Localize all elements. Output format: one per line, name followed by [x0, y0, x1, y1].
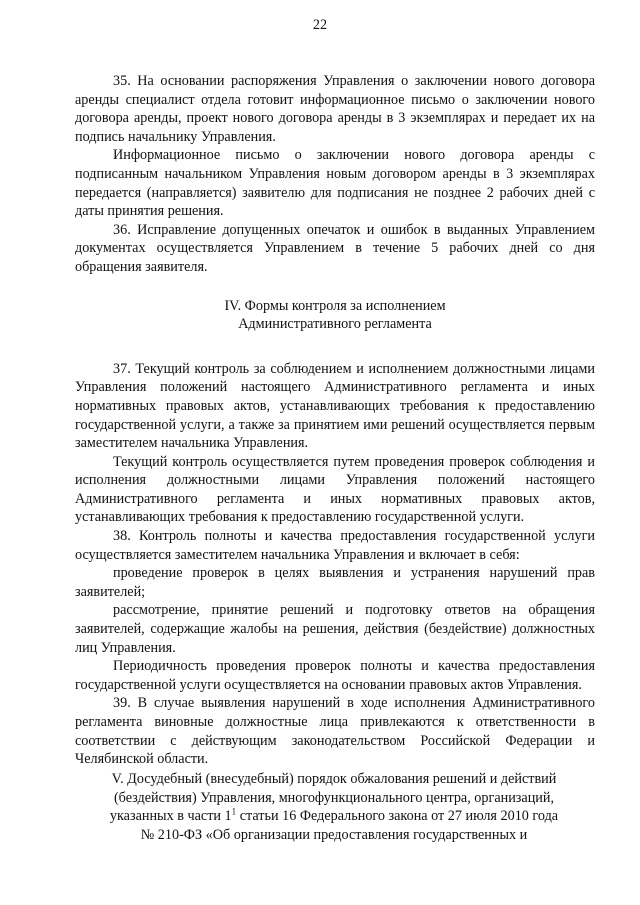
paragraph: 37. Текущий контроль за соблюдением и исполнением должностными лицами Управления положений настоящего Административного регламента и иных нормативных правовых актов, устанавливающих требования к предоставлению государственной услуги, а также за принятием ими решений осуществляется первым заместителем начальника Управления.	[75, 360, 595, 452]
section-5-line-3-text-end: статьи 16 Федерального закона от 27 июля 2010 года	[236, 808, 559, 825]
page-number: 22	[312, 17, 328, 33]
section-5-heading-line-3	[60, 807, 608, 826]
section-5-heading-line-1: V. Досудебный (внесудебный) порядок обжалования решений и действий	[111, 771, 557, 787]
section-5-heading-line-2: (бездействия) Управления, многофункционального центра, организаций,	[113, 789, 555, 806]
section-5-heading	[60, 770, 608, 844]
section-5-heading-line-4: № 210-ФЗ «Об организации предоставления государственных и	[140, 826, 528, 843]
paragraph: 39. В случае выявления нарушений в ходе исполнения Административного регламента виновные должностные лица привлекаются к ответственности в соответствии с действующим законодательством Российской Федерации и Челябинской области.	[75, 695, 595, 768]
paragraph: Информационное письмо о заключении нового договора аренды с подписанным начальником Управления новым договором аренды в 3 экземплярах передается (направляется) заявителю для подписания не позднее 2 рабочих дней с даты принятия решения.	[75, 147, 595, 220]
section-5-line-3-text: указанных в части 1	[109, 808, 232, 825]
paragraph: 36. Исправление допущенных опечаток и ошибок в выданных Управлением документах осуществляется Управлением в течение 5 рабочих дней со дня обращения заявителя.	[75, 221, 595, 275]
paragraph: Текущий контроль осуществляется путем проведения проверок соблюдения и исполнения должностными лицами Управления положений настоящего Административного регламента и иных нормативных правовых актов, устанавливающих требования к предоставлению государственной услуги.	[75, 453, 595, 526]
paragraph: Периодичность проведения проверок полноты и качества предоставления государственной услуги осуществляется на основании правовых актов Управления.	[75, 658, 595, 693]
paragraph: 38. Контроль полноты и качества предоставления государственной услуги осуществляется заместителем начальника Управления и включает в себя:	[75, 528, 595, 563]
section-4-heading-line-1: IV. Формы контроля за исполнением	[224, 297, 446, 314]
document-body	[75, 72, 595, 769]
superscript: 1	[231, 806, 237, 817]
paragraph: проведение проверок в целях выявления и устранения нарушений прав заявителей;	[75, 565, 595, 600]
paragraph: 35. На основании распоряжения Управления о заключении нового договора аренды специалист отдела готовит информационное письмо о заключении нового договора аренды, проект нового договора аренды в 3 экземплярах и передает их на подпись начальнику Управления.	[75, 73, 595, 145]
paragraph: рассмотрение, принятие решений и подготовку ответов на обращения заявителей, содержащие жалобы на решения, действия (бездействие) должностных лиц Управления.	[75, 602, 595, 656]
section-4-heading-line-2: Административного регламента	[238, 316, 432, 333]
